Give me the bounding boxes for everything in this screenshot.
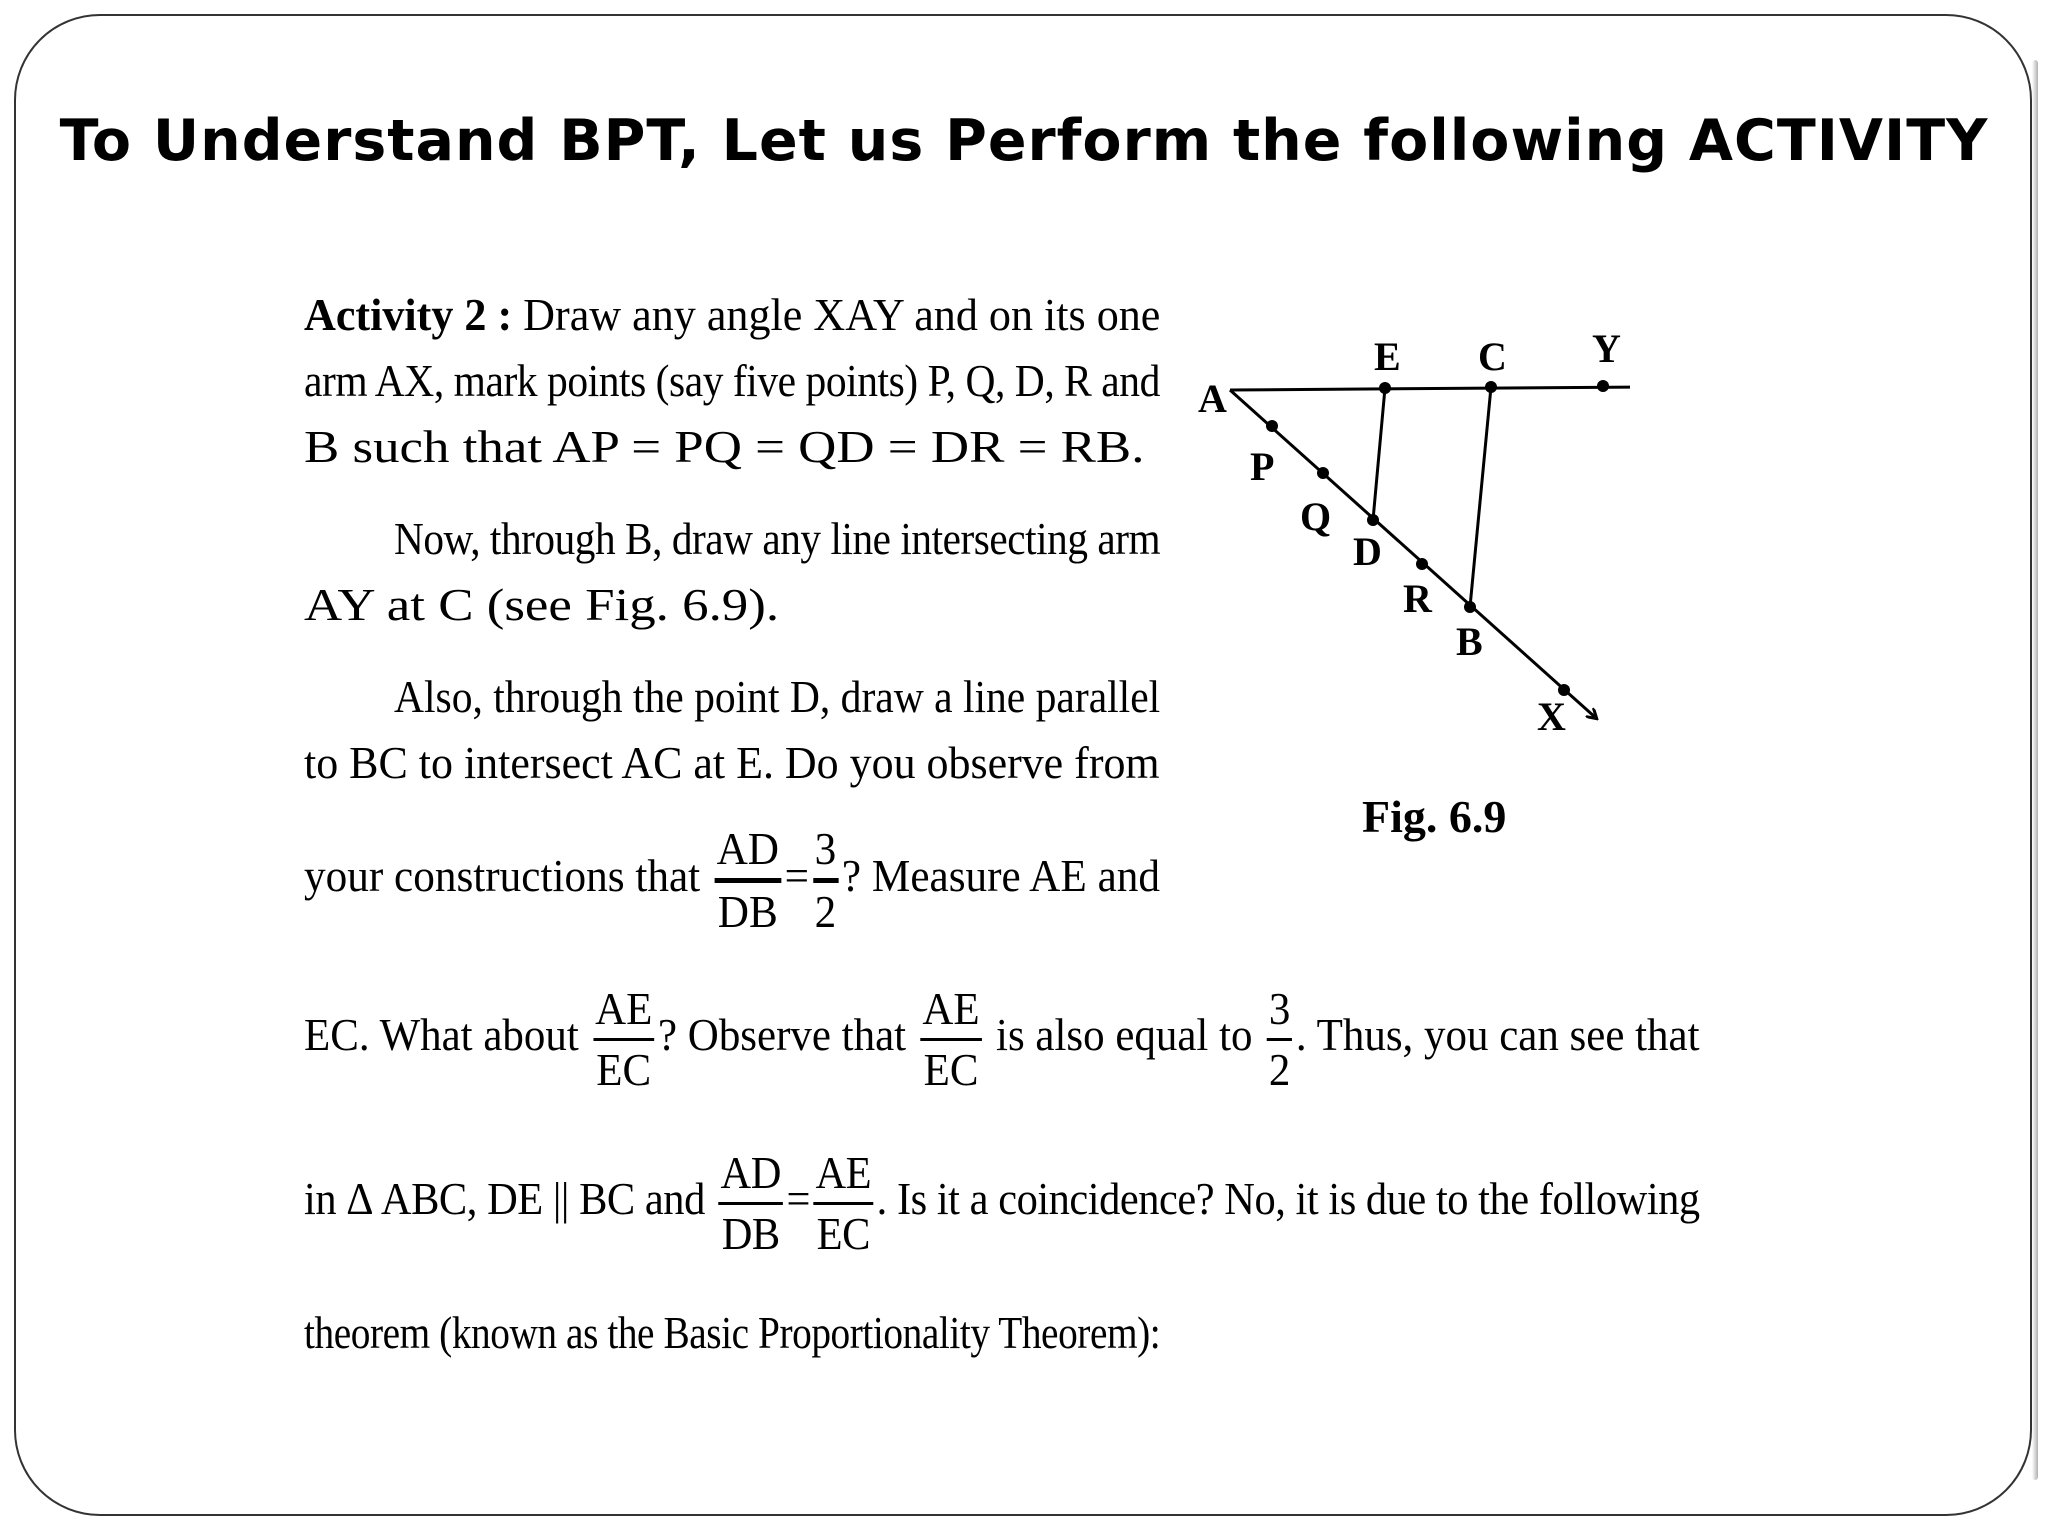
- text-line-4: Now, through B, draw any line intersecting arm: [394, 513, 1161, 564]
- segment-de: [1373, 388, 1385, 520]
- text-line-5: AY at C (see Fig. 6.9).: [304, 579, 780, 630]
- arm-ay-line: [1230, 387, 1630, 390]
- fraction-denominator: EC: [596, 1044, 652, 1095]
- fraction-ad-db-2: [719, 1147, 783, 1259]
- fraction-ae-ec-2: [921, 983, 982, 1095]
- point-q: [1317, 467, 1329, 479]
- fraction-denominator: DB: [717, 886, 778, 937]
- fraction-numerator: AD: [720, 1147, 781, 1198]
- line-9-text-a: EC. What about: [304, 1009, 579, 1061]
- text-line-8: [304, 823, 1160, 937]
- label-a: A: [1198, 376, 1227, 421]
- point-d: [1367, 514, 1379, 526]
- line-9-text-c: is also equal to: [996, 1009, 1253, 1061]
- fraction-bar: [1267, 1038, 1292, 1041]
- point-c: [1485, 381, 1497, 393]
- label-p: P: [1250, 444, 1275, 489]
- text-line-1: [304, 282, 1160, 348]
- line-8-equals: =: [784, 850, 810, 902]
- fraction-denominator: EC: [923, 1044, 979, 1095]
- text-line-3: B such that AP = PQ = QD = DR = RB.: [304, 421, 1145, 472]
- fraction-denominator: DB: [721, 1208, 780, 1259]
- text-line-10: [304, 1147, 1700, 1259]
- fraction-numerator: AD: [716, 823, 780, 874]
- fraction-numerator: AE: [815, 1147, 872, 1198]
- fraction-numerator: 3: [1268, 983, 1291, 1034]
- label-y: Y: [1592, 326, 1621, 371]
- point-r: [1416, 558, 1428, 570]
- line-9-text-b: ? Observe that: [657, 1009, 907, 1061]
- figure-caption: Fig. 6.9: [1362, 791, 1507, 842]
- label-d: D: [1353, 529, 1382, 574]
- line-8-text-a: your constructions that: [304, 850, 701, 902]
- line-8-text-b: ? Measure AE and: [841, 850, 1160, 902]
- fraction-ad-db: [715, 823, 781, 937]
- fraction-bar: [921, 1038, 982, 1041]
- label-c: C: [1478, 334, 1507, 379]
- fraction-bar: [813, 878, 838, 883]
- label-b: B: [1456, 619, 1483, 664]
- line-10-text-a: in Δ ABC, DE || BC and: [304, 1173, 705, 1225]
- slide-shadow-edge: [2032, 60, 2038, 1480]
- fraction-ae-ec-3: [814, 1147, 873, 1259]
- arm-ax-line: [1230, 390, 1596, 718]
- fraction-ae-ec: [593, 983, 654, 1095]
- fraction-bar: [715, 878, 781, 883]
- text-line-7: to BC to intersect AC at E. Do you observe from: [304, 737, 1160, 788]
- line-10-text-b: . Is it a coincidence? No, it is due to the following: [876, 1173, 1700, 1225]
- fraction-three-two-2: [1267, 983, 1292, 1095]
- point-p: [1266, 420, 1278, 432]
- label-e: E: [1374, 334, 1401, 379]
- fraction-bar: [814, 1202, 873, 1205]
- text-line-2: arm AX, mark points (say five points) P, Q, D, R and: [304, 355, 1160, 406]
- activity-line-1-rest: Draw any angle XAY and on its one: [512, 289, 1161, 340]
- fraction-denominator: EC: [816, 1208, 870, 1259]
- fraction-bar: [593, 1038, 654, 1041]
- fraction-denominator: 2: [814, 886, 837, 937]
- text-line-9: [304, 983, 1700, 1095]
- text-line-6: Also, through the point D, draw a line parallel: [394, 671, 1161, 722]
- point-y-dot: [1597, 380, 1609, 392]
- label-r: R: [1403, 576, 1432, 621]
- label-x: X: [1537, 694, 1566, 739]
- text-line-11: theorem (known as the Basic Proportionality Theorem):: [304, 1307, 1161, 1358]
- activity-heading: Activity 2 :: [304, 289, 513, 340]
- line-10-equals: =: [786, 1173, 810, 1225]
- fraction-numerator: AE: [922, 983, 980, 1034]
- fraction-numerator: AE: [595, 983, 653, 1034]
- label-q: Q: [1300, 494, 1332, 539]
- point-b: [1464, 601, 1476, 613]
- fraction-denominator: 2: [1268, 1044, 1291, 1095]
- slide-title: To Understand BPT, Let us Perform the following ACTIVITY: [59, 108, 1989, 174]
- point-e: [1379, 382, 1391, 394]
- segment-bc: [1470, 387, 1491, 607]
- line-9-text-d: . Thus, you can see that: [1295, 1009, 1700, 1061]
- figure-6-9: [1190, 320, 1630, 760]
- fraction-three-two: [813, 823, 838, 937]
- fraction-bar: [719, 1202, 783, 1205]
- fraction-numerator: 3: [814, 823, 837, 874]
